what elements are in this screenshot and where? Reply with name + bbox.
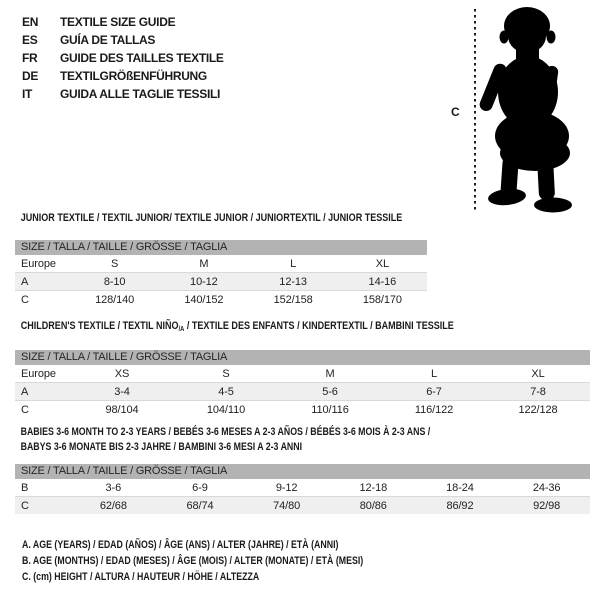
- language-row-de: [22, 67, 224, 85]
- row-label: C: [21, 403, 29, 416]
- table-cell: XL: [375, 257, 389, 270]
- babies-size-header-band: SIZE / TALLA / TAILLE / GRÖSSE / TAGLIA: [15, 464, 590, 479]
- language-title: GUIDA ALLE TAGLIE TESSILI: [60, 87, 221, 101]
- baby-silhouette-figure: [445, 0, 600, 215]
- table-cell: 3-4: [114, 385, 130, 398]
- table-row: [15, 291, 427, 309]
- table-row: [15, 383, 590, 401]
- table-cell: 5-6: [322, 385, 338, 398]
- language-code: IT: [22, 87, 33, 101]
- row-label: C: [21, 499, 29, 512]
- language-code: DE: [22, 69, 39, 83]
- junior-size-header-band: SIZE / TALLA / TAILLE / GRÖSSE / TAGLIA: [15, 240, 427, 255]
- table-row: [15, 401, 590, 419]
- junior-table-title: JUNIOR TEXTILE / TEXTIL JUNIOR/ TEXTILE JUNIOR / JUNIORTEXTIL / JUNIOR TESSILE: [20, 212, 403, 224]
- junior-textile-section: [15, 212, 427, 308]
- table-cell: 122/128: [518, 403, 558, 416]
- table-cell: 86/92: [446, 499, 474, 512]
- table-cell: 12-18: [359, 481, 388, 494]
- children-title-text: CHILDREN'S TEXTILE / TEXTIL NIÑO: [20, 320, 179, 332]
- table-cell: XL: [531, 367, 545, 380]
- row-label: A: [21, 385, 29, 398]
- table-cell: 6-9: [192, 481, 208, 494]
- table-cell: 152/158: [273, 293, 313, 306]
- language-title: GUIDE DES TAILLES TEXTILE: [60, 51, 224, 65]
- table-cell: 68/74: [186, 499, 214, 512]
- language-row-en: [22, 13, 224, 31]
- table-cell: 128/140: [95, 293, 135, 306]
- table-cell: 92/98: [533, 499, 561, 512]
- row-label: A: [21, 275, 29, 288]
- table-row: [15, 479, 590, 497]
- table-cell: 140/152: [184, 293, 224, 306]
- language-title: GUÍA DE TALLAS: [60, 33, 156, 47]
- row-label: B: [21, 481, 29, 494]
- table-cell: 74/80: [273, 499, 301, 512]
- junior-size-table: [15, 255, 427, 308]
- table-cell: 24-36: [532, 481, 561, 494]
- language-row-it: [22, 85, 224, 103]
- children-table-title: [15, 320, 487, 336]
- legend-line-b: B. AGE (MONTHS) / EDAD (MESES) / ÂGE (MOIS) / ALTER (MONATE) / ETÀ (MESI): [22, 555, 364, 567]
- legend-line-a: A. AGE (YEARS) / EDAD (AÑOS) / ÂGE (ANS) / ALTER (JAHRE) / ETÀ (ANNI): [22, 539, 339, 551]
- table-cell: 3-6: [105, 481, 122, 494]
- table-cell: S: [222, 367, 230, 380]
- table-row: [15, 497, 590, 515]
- table-cell: 6-7: [426, 385, 442, 398]
- babies-title-line-1: BABIES 3-6 MONTH TO 2-3 YEARS / BEBÉS 3-6 MESES A 2-3 AÑOS / BÉBÉS 3-6 MOIS À 2-3 ANS /: [20, 426, 431, 438]
- children-textile-section: [15, 320, 590, 418]
- table-row: [15, 365, 590, 383]
- table-cell: 110/116: [311, 403, 349, 416]
- language-code: FR: [22, 51, 38, 65]
- table-row: [15, 273, 427, 291]
- language-list: [22, 13, 224, 103]
- table-cell: M: [199, 257, 209, 270]
- table-cell: 7-8: [530, 385, 546, 398]
- row-label: Europe: [21, 257, 56, 270]
- table-cell: 4-5: [218, 385, 234, 398]
- children-size-header-band: SIZE / TALLA / TAILLE / GRÖSSE / TAGLIA: [15, 350, 590, 365]
- language-code: ES: [22, 33, 38, 47]
- language-row-fr: [22, 49, 224, 67]
- table-cell: 80/86: [359, 499, 387, 512]
- table-cell: 116/122: [414, 403, 454, 416]
- table-cell: 12-13: [279, 275, 307, 288]
- table-cell: XS: [114, 367, 130, 380]
- table-cell: 98/104: [105, 403, 139, 416]
- table-row: [15, 255, 427, 273]
- legend-line-c: C. (cm) HEIGHT / ALTURA / HAUTEUR / HÖHE / ALTEZZA: [22, 571, 260, 583]
- children-title-text: / TEXTILE DES ENFANTS / KINDERTEXTIL / BAMBINI TESSILE: [184, 320, 454, 332]
- table-cell: S: [111, 257, 119, 270]
- measure-legend: [22, 537, 449, 585]
- language-title: TEXTILGRÖßENFÜHRUNG: [60, 69, 207, 83]
- babies-size-table: [15, 479, 590, 514]
- table-cell: 10-12: [190, 275, 218, 288]
- table-cell: 9-12: [275, 481, 298, 494]
- babies-textile-section: [15, 425, 590, 514]
- table-cell: 158/170: [362, 293, 402, 306]
- table-cell: L: [290, 257, 297, 270]
- table-cell: M: [325, 367, 335, 380]
- table-cell: 18-24: [446, 481, 474, 494]
- table-cell: L: [430, 367, 438, 380]
- height-measure-label: C: [451, 105, 460, 119]
- table-cell: 62/68: [99, 499, 127, 512]
- children-size-table: [15, 365, 590, 418]
- language-title: TEXTILE SIZE GUIDE: [60, 15, 176, 29]
- row-label: Europe: [21, 367, 56, 380]
- table-cell: 104/110: [206, 403, 246, 416]
- language-code: EN: [22, 15, 39, 29]
- language-row-es: [22, 31, 224, 49]
- babies-table-title: [15, 425, 590, 455]
- babies-title-line-2: BABYS 3-6 MONATE BIS 2-3 JAHRE / BAMBINI 3-6 MESI A 2-3 ANNI: [20, 441, 303, 453]
- table-cell: 8-10: [103, 275, 126, 288]
- table-cell: 14-16: [368, 275, 397, 288]
- row-label: C: [21, 293, 29, 306]
- children-title-subscript: /A: [178, 326, 185, 333]
- baby-silhouette: [478, 7, 572, 213]
